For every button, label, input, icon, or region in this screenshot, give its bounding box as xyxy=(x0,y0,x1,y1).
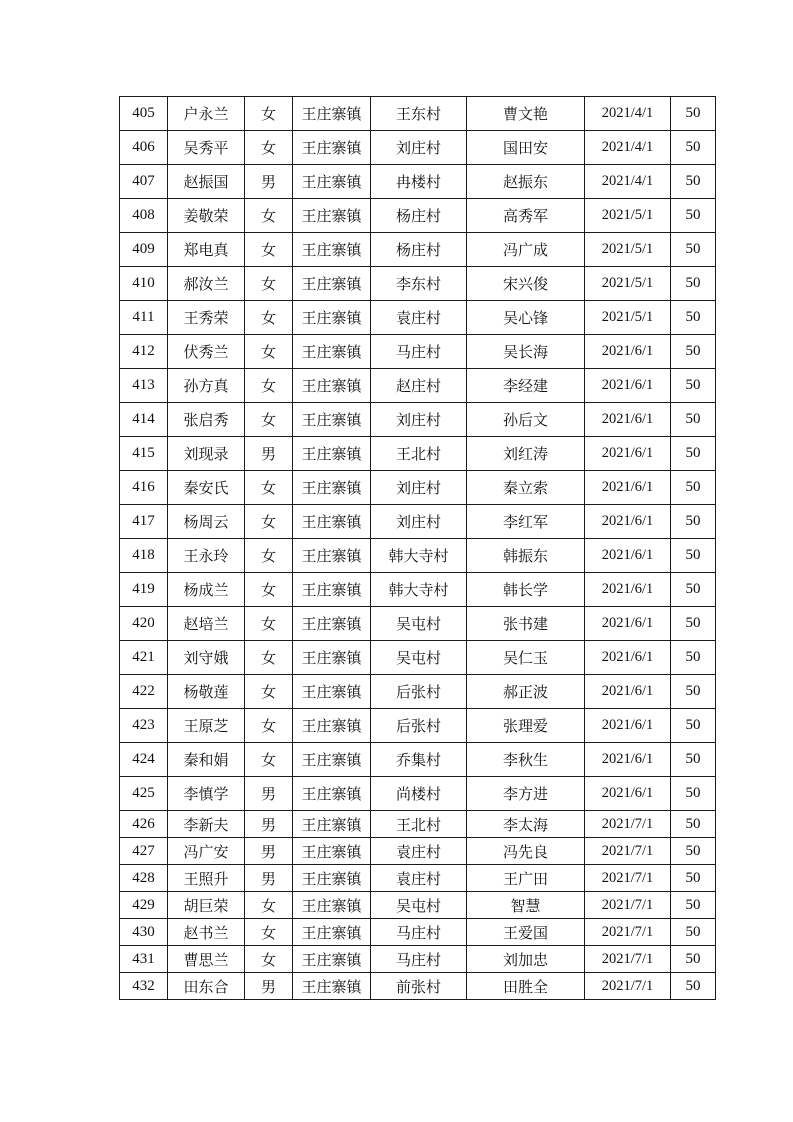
cell-date: 2021/4/1 xyxy=(585,165,671,199)
cell-recipient-name: 李慎学 xyxy=(168,777,245,811)
cell-payee-name: 吴仁玉 xyxy=(467,641,585,675)
cell-town: 王庄寨镇 xyxy=(293,199,371,233)
table-row xyxy=(120,743,716,777)
table-row xyxy=(120,675,716,709)
table-row xyxy=(120,437,716,471)
cell-town: 王庄寨镇 xyxy=(293,505,371,539)
cell-serial-number: 424 xyxy=(120,743,168,777)
cell-village: 袁庄村 xyxy=(371,838,467,865)
cell-serial-number: 415 xyxy=(120,437,168,471)
cell-recipient-name: 孙方真 xyxy=(168,369,245,403)
cell-village: 乔集村 xyxy=(371,743,467,777)
table-row xyxy=(120,199,716,233)
cell-recipient-name: 李新夫 xyxy=(168,811,245,838)
cell-amount: 50 xyxy=(671,946,716,973)
cell-village: 冉楼村 xyxy=(371,165,467,199)
cell-recipient-name: 曹思兰 xyxy=(168,946,245,973)
cell-gender: 女 xyxy=(245,199,293,233)
cell-payee-name: 田胜全 xyxy=(467,973,585,1000)
cell-date: 2021/6/1 xyxy=(585,777,671,811)
cell-gender: 女 xyxy=(245,369,293,403)
cell-serial-number: 412 xyxy=(120,335,168,369)
cell-serial-number: 430 xyxy=(120,919,168,946)
cell-amount: 50 xyxy=(671,165,716,199)
cell-date: 2021/7/1 xyxy=(585,838,671,865)
cell-town: 王庄寨镇 xyxy=(293,641,371,675)
cell-serial-number: 419 xyxy=(120,573,168,607)
cell-village: 前张村 xyxy=(371,973,467,1000)
cell-recipient-name: 姜敬荣 xyxy=(168,199,245,233)
cell-serial-number: 420 xyxy=(120,607,168,641)
cell-town: 王庄寨镇 xyxy=(293,97,371,131)
cell-village: 袁庄村 xyxy=(371,301,467,335)
cell-recipient-name: 刘守娥 xyxy=(168,641,245,675)
cell-gender: 女 xyxy=(245,919,293,946)
cell-serial-number: 414 xyxy=(120,403,168,437)
cell-date: 2021/5/1 xyxy=(585,267,671,301)
cell-village: 刘庄村 xyxy=(371,131,467,165)
cell-serial-number: 409 xyxy=(120,233,168,267)
cell-payee-name: 高秀军 xyxy=(467,199,585,233)
table-body xyxy=(120,97,716,1000)
cell-gender: 女 xyxy=(245,743,293,777)
cell-town: 王庄寨镇 xyxy=(293,865,371,892)
cell-amount: 50 xyxy=(671,743,716,777)
cell-town: 王庄寨镇 xyxy=(293,131,371,165)
cell-gender: 男 xyxy=(245,865,293,892)
cell-date: 2021/5/1 xyxy=(585,199,671,233)
cell-town: 王庄寨镇 xyxy=(293,233,371,267)
cell-town: 王庄寨镇 xyxy=(293,675,371,709)
cell-recipient-name: 胡巨荣 xyxy=(168,892,245,919)
cell-amount: 50 xyxy=(671,777,716,811)
cell-serial-number: 431 xyxy=(120,946,168,973)
table-row xyxy=(120,607,716,641)
cell-amount: 50 xyxy=(671,369,716,403)
cell-date: 2021/4/1 xyxy=(585,131,671,165)
table-row xyxy=(120,865,716,892)
cell-town: 王庄寨镇 xyxy=(293,335,371,369)
cell-serial-number: 405 xyxy=(120,97,168,131)
cell-serial-number: 421 xyxy=(120,641,168,675)
cell-village: 马庄村 xyxy=(371,946,467,973)
cell-town: 王庄寨镇 xyxy=(293,777,371,811)
cell-date: 2021/6/1 xyxy=(585,607,671,641)
cell-village: 吴屯村 xyxy=(371,607,467,641)
cell-date: 2021/6/1 xyxy=(585,675,671,709)
table-row xyxy=(120,539,716,573)
cell-date: 2021/6/1 xyxy=(585,335,671,369)
table-row xyxy=(120,369,716,403)
cell-recipient-name: 赵振国 xyxy=(168,165,245,199)
table-row xyxy=(120,267,716,301)
cell-payee-name: 吴长海 xyxy=(467,335,585,369)
cell-gender: 男 xyxy=(245,437,293,471)
cell-amount: 50 xyxy=(671,892,716,919)
cell-payee-name: 韩振东 xyxy=(467,539,585,573)
table-row xyxy=(120,97,716,131)
cell-village: 王北村 xyxy=(371,811,467,838)
cell-amount: 50 xyxy=(671,539,716,573)
cell-gender: 女 xyxy=(245,267,293,301)
cell-village: 杨庄村 xyxy=(371,233,467,267)
cell-serial-number: 429 xyxy=(120,892,168,919)
cell-date: 2021/6/1 xyxy=(585,573,671,607)
table-row xyxy=(120,777,716,811)
cell-gender: 女 xyxy=(245,505,293,539)
cell-serial-number: 406 xyxy=(120,131,168,165)
cell-town: 王庄寨镇 xyxy=(293,838,371,865)
cell-serial-number: 426 xyxy=(120,811,168,838)
cell-gender: 女 xyxy=(245,471,293,505)
cell-amount: 50 xyxy=(671,301,716,335)
cell-village: 尚楼村 xyxy=(371,777,467,811)
cell-amount: 50 xyxy=(671,335,716,369)
cell-recipient-name: 田东合 xyxy=(168,973,245,1000)
cell-amount: 50 xyxy=(671,709,716,743)
cell-date: 2021/6/1 xyxy=(585,709,671,743)
cell-town: 王庄寨镇 xyxy=(293,743,371,777)
cell-amount: 50 xyxy=(671,811,716,838)
cell-town: 王庄寨镇 xyxy=(293,471,371,505)
cell-recipient-name: 冯广安 xyxy=(168,838,245,865)
cell-village: 刘庄村 xyxy=(371,403,467,437)
cell-recipient-name: 杨成兰 xyxy=(168,573,245,607)
cell-town: 王庄寨镇 xyxy=(293,607,371,641)
table-row xyxy=(120,892,716,919)
cell-town: 王庄寨镇 xyxy=(293,811,371,838)
cell-village: 袁庄村 xyxy=(371,865,467,892)
table-row xyxy=(120,301,716,335)
cell-payee-name: 刘红涛 xyxy=(467,437,585,471)
cell-recipient-name: 郑电真 xyxy=(168,233,245,267)
cell-gender: 女 xyxy=(245,892,293,919)
cell-serial-number: 427 xyxy=(120,838,168,865)
cell-village: 后张村 xyxy=(371,709,467,743)
cell-village: 吴屯村 xyxy=(371,641,467,675)
table-row xyxy=(120,946,716,973)
cell-recipient-name: 刘现录 xyxy=(168,437,245,471)
cell-recipient-name: 王永玲 xyxy=(168,539,245,573)
cell-serial-number: 423 xyxy=(120,709,168,743)
cell-recipient-name: 秦安氏 xyxy=(168,471,245,505)
cell-amount: 50 xyxy=(671,505,716,539)
cell-payee-name: 李经建 xyxy=(467,369,585,403)
table-row xyxy=(120,973,716,1000)
cell-amount: 50 xyxy=(671,437,716,471)
cell-town: 王庄寨镇 xyxy=(293,267,371,301)
table-row xyxy=(120,573,716,607)
cell-date: 2021/6/1 xyxy=(585,403,671,437)
cell-town: 王庄寨镇 xyxy=(293,369,371,403)
cell-payee-name: 曹文艳 xyxy=(467,97,585,131)
cell-gender: 男 xyxy=(245,165,293,199)
cell-recipient-name: 赵培兰 xyxy=(168,607,245,641)
cell-recipient-name: 吴秀平 xyxy=(168,131,245,165)
cell-date: 2021/7/1 xyxy=(585,892,671,919)
cell-payee-name: 孙后文 xyxy=(467,403,585,437)
cell-payee-name: 韩长学 xyxy=(467,573,585,607)
cell-date: 2021/7/1 xyxy=(585,865,671,892)
cell-payee-name: 李太海 xyxy=(467,811,585,838)
cell-village: 王东村 xyxy=(371,97,467,131)
table-row xyxy=(120,505,716,539)
cell-amount: 50 xyxy=(671,403,716,437)
cell-town: 王庄寨镇 xyxy=(293,301,371,335)
cell-gender: 女 xyxy=(245,709,293,743)
cell-town: 王庄寨镇 xyxy=(293,573,371,607)
cell-town: 王庄寨镇 xyxy=(293,403,371,437)
cell-village: 王北村 xyxy=(371,437,467,471)
cell-gender: 女 xyxy=(245,97,293,131)
cell-payee-name: 李秋生 xyxy=(467,743,585,777)
cell-gender: 女 xyxy=(245,607,293,641)
table-row xyxy=(120,131,716,165)
cell-date: 2021/7/1 xyxy=(585,973,671,1000)
cell-date: 2021/6/1 xyxy=(585,369,671,403)
cell-date: 2021/6/1 xyxy=(585,505,671,539)
cell-town: 王庄寨镇 xyxy=(293,946,371,973)
cell-gender: 女 xyxy=(245,233,293,267)
cell-village: 韩大寺村 xyxy=(371,573,467,607)
cell-recipient-name: 杨周云 xyxy=(168,505,245,539)
cell-gender: 男 xyxy=(245,973,293,1000)
cell-town: 王庄寨镇 xyxy=(293,437,371,471)
cell-payee-name: 李方进 xyxy=(467,777,585,811)
cell-town: 王庄寨镇 xyxy=(293,165,371,199)
cell-gender: 女 xyxy=(245,641,293,675)
cell-payee-name: 冯先良 xyxy=(467,838,585,865)
cell-serial-number: 417 xyxy=(120,505,168,539)
cell-gender: 男 xyxy=(245,777,293,811)
cell-payee-name: 郝正波 xyxy=(467,675,585,709)
cell-serial-number: 408 xyxy=(120,199,168,233)
table-row xyxy=(120,335,716,369)
cell-recipient-name: 伏秀兰 xyxy=(168,335,245,369)
cell-village: 李东村 xyxy=(371,267,467,301)
cell-town: 王庄寨镇 xyxy=(293,973,371,1000)
cell-amount: 50 xyxy=(671,233,716,267)
cell-serial-number: 418 xyxy=(120,539,168,573)
cell-gender: 女 xyxy=(245,946,293,973)
cell-village: 杨庄村 xyxy=(371,199,467,233)
cell-town: 王庄寨镇 xyxy=(293,539,371,573)
cell-gender: 女 xyxy=(245,335,293,369)
cell-payee-name: 王爱国 xyxy=(467,919,585,946)
table-row xyxy=(120,165,716,199)
cell-date: 2021/6/1 xyxy=(585,437,671,471)
cell-serial-number: 413 xyxy=(120,369,168,403)
cell-serial-number: 407 xyxy=(120,165,168,199)
cell-payee-name: 冯广成 xyxy=(467,233,585,267)
cell-gender: 男 xyxy=(245,811,293,838)
cell-payee-name: 张书建 xyxy=(467,607,585,641)
cell-village: 马庄村 xyxy=(371,919,467,946)
cell-date: 2021/6/1 xyxy=(585,539,671,573)
cell-amount: 50 xyxy=(671,573,716,607)
cell-serial-number: 428 xyxy=(120,865,168,892)
cell-village: 赵庄村 xyxy=(371,369,467,403)
cell-payee-name: 智慧 xyxy=(467,892,585,919)
cell-serial-number: 425 xyxy=(120,777,168,811)
cell-date: 2021/7/1 xyxy=(585,946,671,973)
table-row xyxy=(120,838,716,865)
cell-amount: 50 xyxy=(671,641,716,675)
cell-town: 王庄寨镇 xyxy=(293,892,371,919)
cell-date: 2021/6/1 xyxy=(585,471,671,505)
cell-recipient-name: 张启秀 xyxy=(168,403,245,437)
cell-amount: 50 xyxy=(671,919,716,946)
cell-date: 2021/4/1 xyxy=(585,97,671,131)
cell-gender: 女 xyxy=(245,573,293,607)
cell-amount: 50 xyxy=(671,607,716,641)
cell-amount: 50 xyxy=(671,267,716,301)
cell-serial-number: 422 xyxy=(120,675,168,709)
cell-village: 吴屯村 xyxy=(371,892,467,919)
table-row xyxy=(120,811,716,838)
cell-serial-number: 411 xyxy=(120,301,168,335)
cell-recipient-name: 王原芝 xyxy=(168,709,245,743)
cell-amount: 50 xyxy=(671,131,716,165)
table-row xyxy=(120,471,716,505)
cell-amount: 50 xyxy=(671,865,716,892)
cell-recipient-name: 王秀荣 xyxy=(168,301,245,335)
table-row xyxy=(120,919,716,946)
cell-serial-number: 416 xyxy=(120,471,168,505)
subsidy-roster-table xyxy=(119,96,716,1000)
cell-recipient-name: 户永兰 xyxy=(168,97,245,131)
cell-serial-number: 410 xyxy=(120,267,168,301)
cell-recipient-name: 王照升 xyxy=(168,865,245,892)
cell-amount: 50 xyxy=(671,97,716,131)
cell-gender: 女 xyxy=(245,403,293,437)
cell-gender: 男 xyxy=(245,838,293,865)
cell-date: 2021/6/1 xyxy=(585,743,671,777)
cell-recipient-name: 秦和娟 xyxy=(168,743,245,777)
cell-gender: 女 xyxy=(245,131,293,165)
cell-payee-name: 吴心锋 xyxy=(467,301,585,335)
cell-recipient-name: 杨敬莲 xyxy=(168,675,245,709)
cell-village: 韩大寺村 xyxy=(371,539,467,573)
cell-village: 马庄村 xyxy=(371,335,467,369)
cell-date: 2021/6/1 xyxy=(585,641,671,675)
cell-town: 王庄寨镇 xyxy=(293,709,371,743)
cell-gender: 女 xyxy=(245,301,293,335)
cell-village: 后张村 xyxy=(371,675,467,709)
cell-amount: 50 xyxy=(671,675,716,709)
table-row xyxy=(120,641,716,675)
cell-village: 刘庄村 xyxy=(371,505,467,539)
cell-gender: 女 xyxy=(245,539,293,573)
cell-payee-name: 刘加忠 xyxy=(467,946,585,973)
table-row xyxy=(120,233,716,267)
cell-payee-name: 国田安 xyxy=(467,131,585,165)
cell-date: 2021/7/1 xyxy=(585,919,671,946)
cell-payee-name: 李红军 xyxy=(467,505,585,539)
cell-payee-name: 宋兴俊 xyxy=(467,267,585,301)
cell-town: 王庄寨镇 xyxy=(293,919,371,946)
cell-payee-name: 王广田 xyxy=(467,865,585,892)
cell-gender: 女 xyxy=(245,675,293,709)
cell-amount: 50 xyxy=(671,838,716,865)
cell-date: 2021/5/1 xyxy=(585,233,671,267)
cell-payee-name: 秦立索 xyxy=(467,471,585,505)
cell-date: 2021/5/1 xyxy=(585,301,671,335)
cell-recipient-name: 郝汝兰 xyxy=(168,267,245,301)
cell-recipient-name: 赵书兰 xyxy=(168,919,245,946)
cell-amount: 50 xyxy=(671,199,716,233)
cell-amount: 50 xyxy=(671,471,716,505)
cell-amount: 50 xyxy=(671,973,716,1000)
cell-payee-name: 张理爱 xyxy=(467,709,585,743)
table-row xyxy=(120,709,716,743)
cell-payee-name: 赵振东 xyxy=(467,165,585,199)
table-row xyxy=(120,403,716,437)
cell-date: 2021/7/1 xyxy=(585,811,671,838)
cell-serial-number: 432 xyxy=(120,973,168,1000)
cell-village: 刘庄村 xyxy=(371,471,467,505)
